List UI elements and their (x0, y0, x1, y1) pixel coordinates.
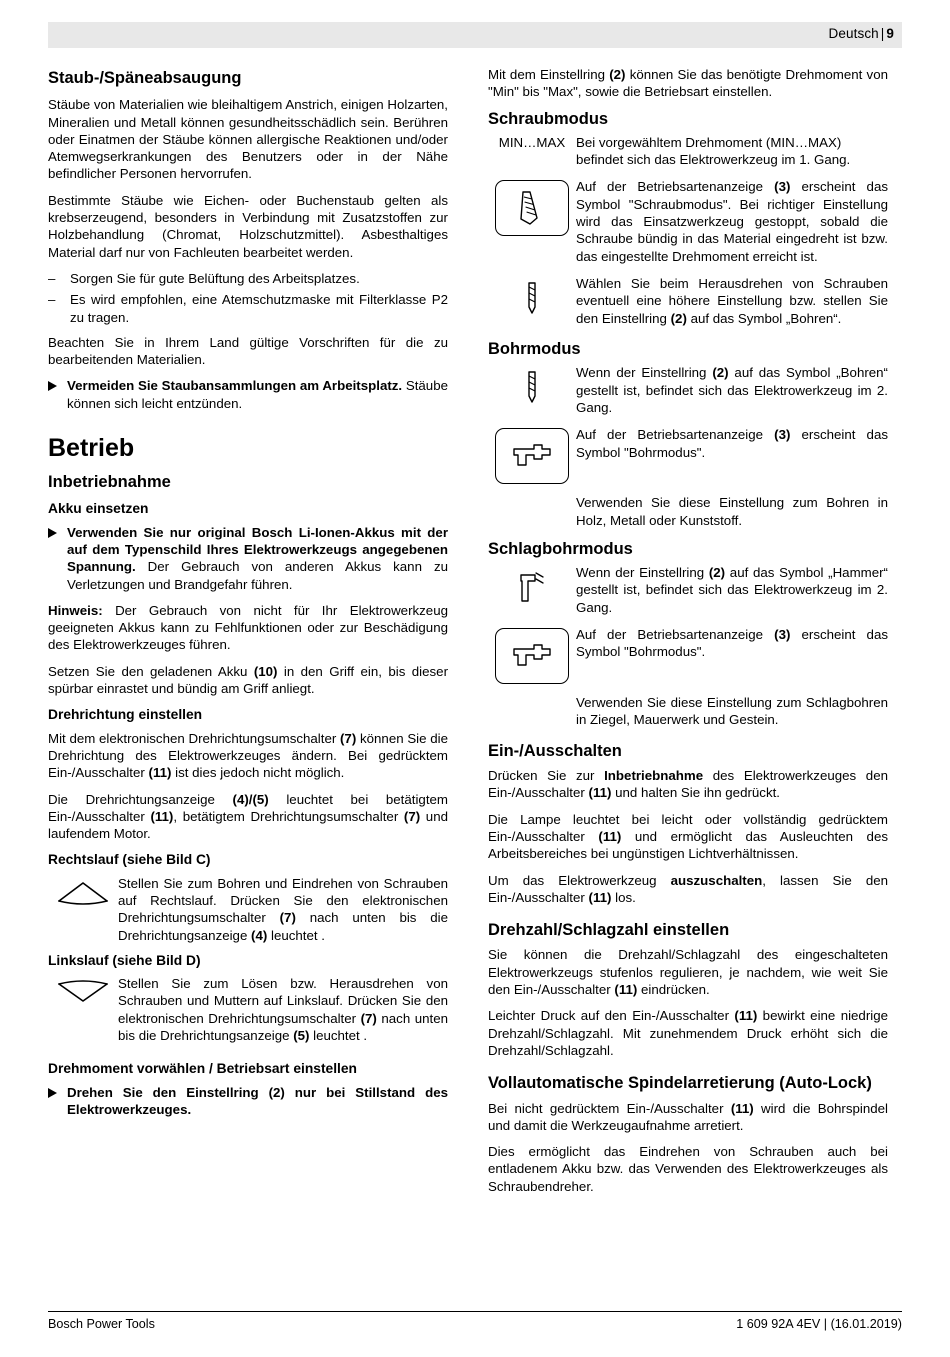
paragraph-on (488, 767, 888, 802)
off-bold: auszuschalten (670, 872, 763, 888)
off-b: , lassen Sie den Ein-/Ausschalter (488, 872, 888, 905)
dra-text-d: und laufendem Motor. (48, 808, 448, 842)
screw-mode-text (576, 178, 888, 264)
drill-bit-icon-cell (488, 364, 576, 416)
akku-text-b: in den Griff ein, bis dieser spürbar einrastet und bündig am Griff anliegt. (48, 663, 448, 697)
paragraph-einstellring (488, 66, 888, 101)
on-b: des Elektrowerkzeuges den Ein-/Ausschalter (488, 768, 888, 801)
paragraph-hinweis (48, 602, 448, 654)
hinweis-label: Hinweis: (48, 602, 103, 618)
paragraph-dust-3: Beachten Sie in Ihrem Land gültige Vorschriften für die zu bearbeitenden Materialien. (48, 334, 448, 368)
part-ref-7: (7) (360, 1010, 377, 1026)
header-language: Deutsch (828, 26, 879, 41)
dash-marker: – (48, 292, 56, 308)
paragraph-lock-1 (488, 1100, 888, 1135)
dra-text-c: , betätigtem Drehrichtungsumschalter (173, 808, 404, 824)
lamp-a: Die Lampe leuchtet bei leicht oder vollständig gedrücktem Ein-/Ausschalter (488, 811, 888, 844)
sp2-b: bewirkt eine niedrige Drehzahl/Schlagzahl. Mit zunehmendem Druck erhöht sich die Drehzahl/Schlagzahl. (488, 1008, 889, 1058)
part-ref-11: (11) (588, 785, 612, 801)
list-item (48, 270, 448, 287)
screw-out-text (576, 275, 888, 327)
drill-mode-icon (495, 428, 569, 484)
paragraph-akku-insert (48, 663, 448, 698)
part-ref-3: (3) (774, 179, 791, 195)
part-ref-10: (10) (253, 663, 278, 679)
warning-bullet-text (67, 524, 448, 593)
on-a: Drücken Sie zur (488, 768, 605, 784)
heading-linkslauf: Linkslauf (siehe Bild D) (48, 952, 201, 968)
triangle-bullet-icon (48, 524, 67, 593)
sp2-a: Leichter Druck auf den Ein-/Ausschalter (488, 1008, 735, 1024)
warning-bullet (48, 524, 448, 593)
h2-b: erscheint das Symbol "Bohrmodus". (576, 627, 888, 660)
hammer-mode-row-3 (488, 694, 888, 729)
part-ref-4: (4) (251, 927, 268, 943)
drill-mode-row-2 (488, 426, 888, 484)
arrow-up-icon (48, 875, 118, 944)
screw-out-row (488, 275, 888, 327)
rechtslauf-text (118, 875, 448, 944)
dra-text-a: Die Drehrichtungsanzeige (48, 791, 233, 807)
empty-icon-cell (488, 694, 576, 729)
part-ref-5: (5) (293, 1028, 310, 1044)
list-item-text: Sorgen Sie für gute Belüftung des Arbeitsplatzes. (70, 270, 360, 286)
sp1-a: Sie können die Drehzahl/Schlagzahl des eingeschalteten Elektrowerkzeugs stufenlos regulieren, je nachdem, wie weit Sie den Ein-/Ausschalter (488, 947, 888, 998)
linkslauf-text (118, 975, 448, 1044)
h2-a: Auf der Betriebsartenanzeige (576, 627, 775, 643)
left-column (48, 66, 448, 1127)
paragraph-speed-1 (488, 946, 888, 998)
so-b: auf das Symbol „Bohren“. (686, 310, 842, 326)
paragraph-lock-2: Dies ermöglicht das Eindrehen von Schrauben auch bei entladenem Akku bzw. das Verwenden des Elektrowerkzeuges als Schraubendreher. (488, 1144, 888, 1194)
heading-inbetriebnahme: Inbetriebnahme (48, 473, 171, 492)
heading-schraubmodus: Schraubmodus (488, 109, 609, 128)
lk1-b: wird die Bohrspindel und damit die Werkzeugaufnahme arretiert. (488, 1100, 888, 1133)
linkslauf-row (48, 975, 448, 1044)
warning-bullet-rest: Der Gebrauch von anderen Akkus kann zu Verletzungen und Brandgefahr führen. (67, 559, 448, 592)
h1-b: auf das Symbol „Hammer“ gestellt ist, befindet sich das Elektrowerkzeug im 2. Gang. (576, 565, 888, 615)
header-page-number: 9 (886, 26, 894, 41)
part-ref-7: (7) (279, 910, 296, 926)
heading-schlagbohrmodus: Schlagbohrmodus (488, 539, 633, 558)
rechts-b: nach unten bis die Drehrichtungsanzeige (118, 910, 448, 943)
part-ref-2: (2) (708, 565, 726, 581)
sp1-b: eindrücken. (637, 982, 710, 998)
part-ref-2: (2) (609, 67, 626, 82)
minmax-text: Bei vorgewähltem Drehmoment (MIN…MAX) befindet sich das Elektrowerkzeug im 1. Gang. (576, 134, 851, 168)
drill-mode-icon (495, 628, 569, 684)
triangle-bullet-icon (48, 377, 67, 412)
triangle-bullet-icon (48, 1084, 67, 1119)
hammer-mode-text-3: Verwenden Sie diese Einstellung zum Schlagbohren in Ziegel, Mauerwerk und Gestein. (576, 695, 888, 728)
part-ref-3: (3) (774, 427, 791, 443)
akku-text-a: Setzen Sie den geladenen Akku (48, 663, 254, 679)
hammer-icon (495, 566, 569, 616)
sm-b: erscheint das Symbol "Schraubmodus". Bei richtiger Einstellung wird das Einsatzwerkzeug gestoppt, sobald die Schraube bündig in das Material eingedreht ist bzw. das eingestellte Drehmoment erreicht ist. (576, 179, 888, 264)
footer-right: 1 609 92A 4EV | (16.01.2019) (736, 1317, 902, 1331)
so-a: Wählen Sie beim Herausdrehen von Schrauben eventuell eine höhere Einstellung bzw. stellen Sie den Einstellring (576, 275, 888, 326)
d2-a: Auf der Betriebsartenanzeige (576, 427, 775, 443)
off-c: los. (611, 889, 636, 905)
drill-mode-text-2 (576, 426, 888, 484)
paragraph-dust-2: Bestimmte Stäube wie Eichen- oder Buchenstaub gelten als krebserzeugend, besonders in Verbindung mit Zusatzstoffen zur Holzbehandlung (Chromat, Holzschutzmittel). Asbesthaltiges Material darf nur von Fachleuten bearbeitet werden. (48, 192, 448, 260)
drill-mode-row-1 (488, 364, 888, 416)
paragraph-drehrichtung-2 (48, 791, 448, 843)
drill-display-icon-cell (488, 426, 576, 484)
hammer-mode-row-1 (488, 564, 888, 616)
part-ref-11: (11) (150, 808, 174, 824)
dr-text-c: ist dies jedoch nicht möglich. (171, 765, 345, 781)
heading-drehmoment: Drehmoment vorwählen / Betriebsart einstellen (48, 1061, 357, 1077)
drill-bit-icon-cell (488, 275, 576, 327)
d1-b: auf das Symbol „Bohren“ gestellt ist, befindet sich das Elektrowerkzeug im 2. Gang. (576, 365, 888, 415)
hammer-icon-cell (488, 564, 576, 616)
drill-bit-icon (495, 277, 569, 327)
d2-b: erscheint das Symbol "Bohrmodus". (576, 427, 888, 460)
heading-ein-ausschalten: Ein-/Ausschalten (488, 741, 622, 760)
part-ref-11: (11) (614, 982, 638, 998)
arrow-down-icon (48, 975, 118, 1044)
lk1-a: Bei nicht gedrücktem Ein-/Ausschalter (488, 1100, 731, 1116)
drill-bit-icon (495, 366, 569, 416)
hammer-mode-row-2 (488, 626, 888, 684)
h1-a: Wenn der Einstellring (576, 565, 709, 581)
part-ref-11: (11) (730, 1100, 754, 1116)
on-bold: Inbetriebnahme (604, 768, 704, 784)
part-ref-7: (7) (340, 730, 357, 746)
dr-text-b: können Sie die Drehrichtung des Elektrowerkzeuges ändern. Bei gedrücktem Ein-/Ausschalter (48, 730, 448, 781)
warning-bullet-bold: Vermeiden Sie Staubansammlungen am Arbeitsplatz. (67, 378, 403, 394)
page-header (48, 22, 902, 48)
list-item (48, 291, 448, 326)
links-b: nach unten bis die Drehrichtungsanzeige (118, 1010, 449, 1044)
drill-mode-row-3 (488, 494, 888, 529)
hammer-mode-text-2 (576, 626, 888, 684)
part-ref-11: (11) (598, 828, 622, 844)
on-c: und halten Sie ihn gedrückt. (611, 785, 780, 801)
warning-bullet (48, 377, 448, 412)
warning-bullet-text (67, 377, 448, 412)
drill-mode-text-3: Verwenden Sie diese Einstellung zum Bohren in Holz, Metall oder Kunststoff. (576, 495, 888, 528)
heading-betrieb: Betrieb (48, 434, 135, 463)
header-text (829, 26, 894, 41)
part-ref-11: (11) (148, 765, 172, 781)
er-a: Mit dem Einstellring (488, 67, 610, 82)
screw-mode-icon (495, 180, 569, 236)
drill-display-icon-cell (488, 626, 576, 684)
header-separator: | (880, 26, 885, 41)
rechts-c: leuchtet . (267, 927, 325, 943)
screw-icon-cell (488, 178, 576, 264)
heading-bohrmodus: Bohrmodus (488, 339, 581, 358)
part-ref-11: (11) (734, 1008, 758, 1024)
rechts-a: Stellen Sie zum Bohren und Eindrehen von Schrauben auf Rechtslauf. Drücken Sie den elektronischen Drehrichtungsumschalter (118, 875, 448, 926)
drill-mode-text-1 (576, 364, 888, 416)
heading-drehrichtung: Drehrichtung einstellen (48, 707, 203, 723)
hammer-mode-text-1 (576, 564, 888, 616)
dra-text-b: leuchtet bei betätigtem Ein-/Ausschalter (48, 791, 448, 824)
links-c: leuchtet . (309, 1028, 368, 1044)
part-ref-2: (2) (670, 310, 687, 326)
warning-bullet-rest: Stäube können sich leicht entzünden. (67, 378, 448, 411)
part-ref-2: (2) (712, 365, 729, 381)
warning-bullet (48, 1084, 448, 1119)
rechtslauf-row (48, 875, 448, 944)
heading-akku-einsetzen: Akku einsetzen (48, 501, 149, 517)
minmax-row (488, 134, 888, 169)
part-ref-11: (11) (588, 889, 612, 905)
paragraph-speed-2 (488, 1007, 888, 1059)
empty-icon-cell (488, 494, 576, 529)
warning-bullet-text (67, 1084, 448, 1119)
warning-bullet-bold: Drehen Sie den Einstellring (2) nur bei Stillstand des Elektrowerkzeuges. (67, 1084, 448, 1117)
paragraph-drehrichtung-1 (48, 730, 448, 782)
links-a: Stellen Sie zum Lösen bzw. Herausdrehen von Schrauben und Muttern auf Linkslauf. Drücken Sie den elektronischen Drehrichtungsumschalter (118, 976, 448, 1026)
list-item-text: Es wird empfohlen, eine Atemschutzmaske mit Filterklasse P2 zu tragen. (70, 292, 448, 325)
dash-marker: – (48, 270, 56, 286)
part-ref-7: (7) (403, 808, 421, 824)
warning-bullet-bold: Verwenden Sie nur original Bosch Li-Ionen-Akkus mit der auf dem Typenschild Ihres Elektrowerkzeugs angegebenen Spannung. (67, 524, 448, 575)
minmax-label: MIN…MAX (498, 134, 566, 150)
part-ref-3: (3) (774, 627, 791, 643)
right-column (488, 66, 888, 1204)
d1-a: Wenn der Einstellring (576, 365, 713, 381)
screw-mode-row (488, 178, 888, 264)
footer-left: Bosch Power Tools (48, 1317, 155, 1331)
paragraph-dust-1: Stäube von Materialien wie bleihaltigem Anstrich, einigen Holzarten, Mineralien und Metall können gesundheitsschädlich sein. Berühren oder Einatmen der Stäube können allergische Reaktionen und/oder Atemwegserkrankungen des Benutzers oder in der Nähe befindlicher Personen hervorrufen. (48, 97, 448, 182)
off-a: Um das Elektrowerkzeug (488, 872, 671, 888)
heading-dust-extraction: Staub-/Späneabsaugung (48, 69, 242, 87)
heading-rechtslauf: Rechtslauf (siehe Bild C) (48, 852, 211, 868)
sm-a: Auf der Betriebsartenanzeige (576, 179, 775, 195)
page-footer (48, 1311, 902, 1331)
heading-drehzahl: Drehzahl/Schlagzahl einstellen (488, 921, 730, 940)
er-b: können Sie das benötigte Drehmoment von "Min" bis "Max", sowie die Betriebsart einstellen. (488, 67, 888, 100)
paragraph-lamp (488, 811, 888, 863)
lamp-b: und ermöglicht das Ausleuchten des Arbeitsbereiches bei ungünstigen Lichtverhältnissen. (488, 828, 888, 862)
heading-autolock: Vollautomatische Spindelarretierung (Auto-Lock) (488, 1074, 872, 1093)
paragraph-off (488, 872, 888, 907)
part-ref-4-5: (4)/(5) (232, 791, 269, 807)
hinweis-text: Der Gebrauch von nicht für Ihr Elektrowerkzeug geeigneten Akkus kann zu Fehlfunktionen oder zur Beschädigung des Elektrowerkzeuges führen. (48, 602, 448, 653)
dr-text-a: Mit dem elektronischen Drehrichtungsumschalter (48, 730, 340, 746)
